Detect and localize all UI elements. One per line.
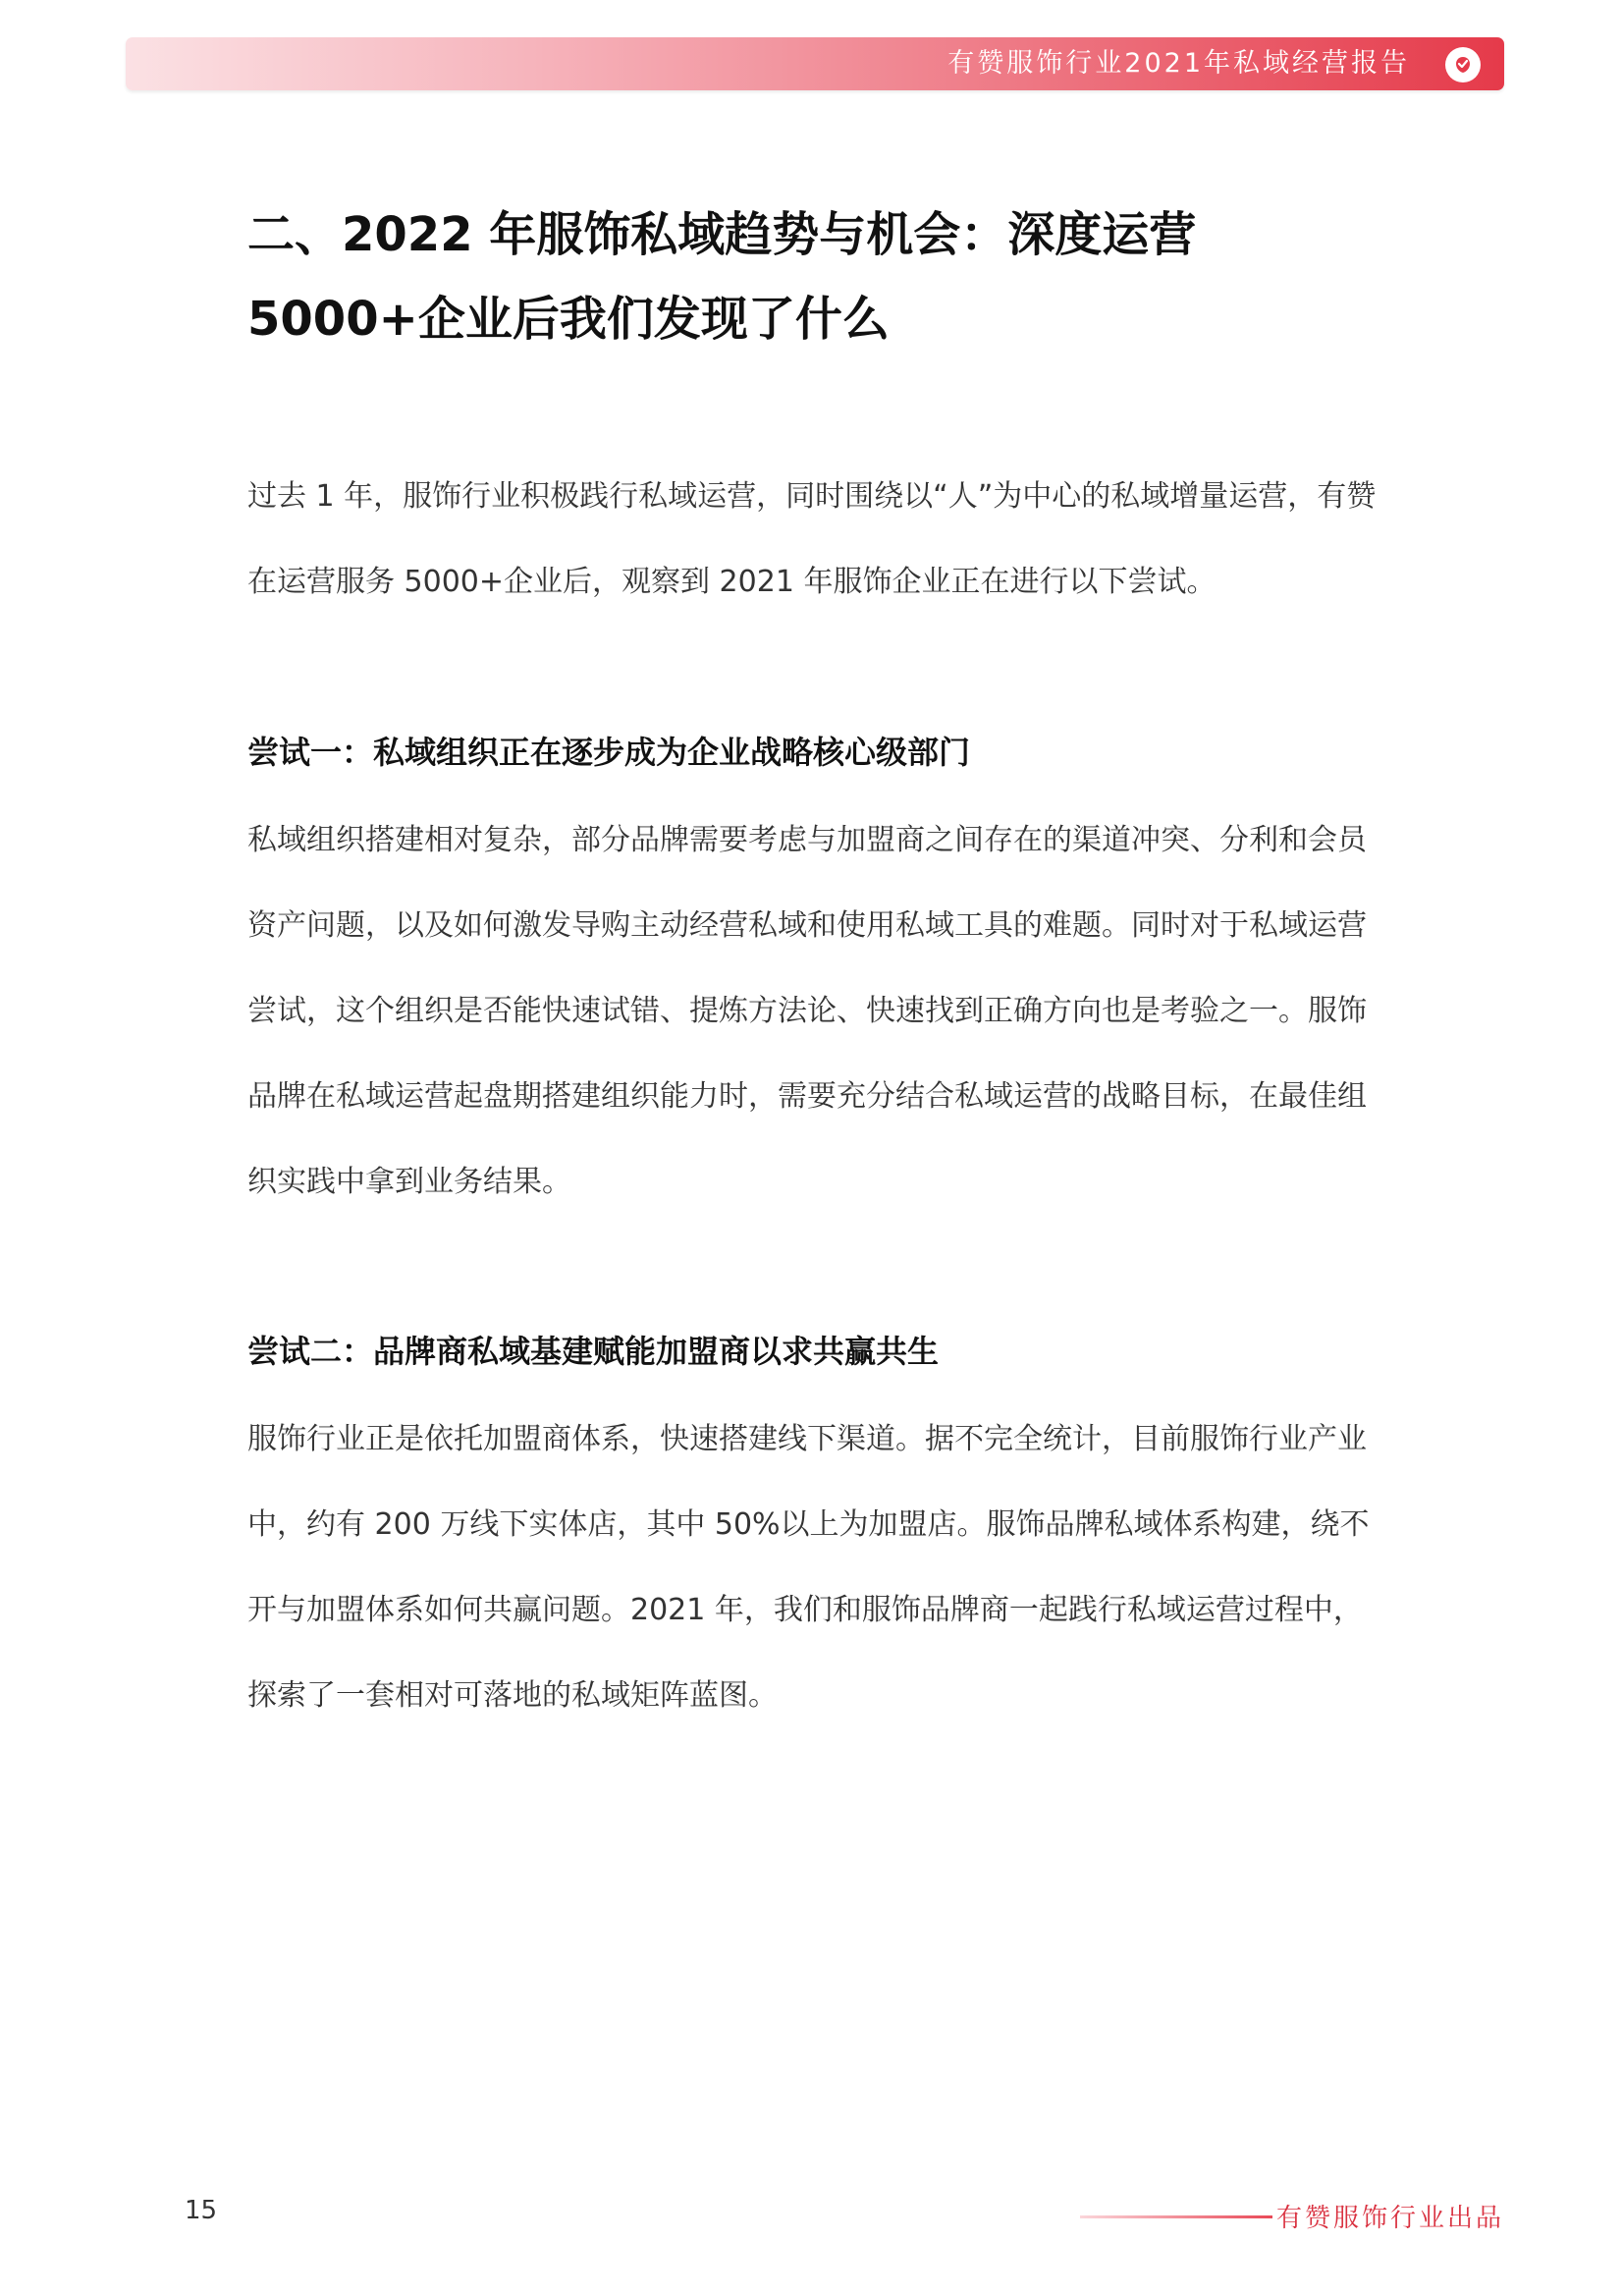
- intro-paragraph: 过去 1 年，服饰行业积极践行私域运营，同时围绕以“人”为中心的私域增量运营，有赞在运营服务 5000+企业后，观察到 2021 年服饰企业正在进行以下尝试。: [247, 479, 1377, 599]
- header-banner: [126, 37, 1504, 90]
- youzan-logo-icon: [1445, 47, 1481, 82]
- page-number: 15: [185, 2196, 218, 2225]
- footer-divider: [1080, 2215, 1272, 2218]
- section-heading: 尝试二：品牌商私域基建赋能加盟商以求共赢共生: [247, 1333, 940, 1370]
- section-body: 私域组织搭建相对复杂，部分品牌需要考虑与加盟商之间存在的渠道冲突、分利和会员资产问题，以及如何激发导购主动经营私域和使用私域工具的难题。同时对于私域运营尝试，这个组织是否能快速试错、提炼方法论、快速找到正确方向也是考验之一。服饰品牌在私域运营起盘期搭建组织能力时，需要充分结合私域运营的战略目标，在最佳组织实践中拿到业务结果。: [247, 823, 1367, 1199]
- page-title: 二、2022 年服饰私域趋势与机会：深度运营 5000+企业后我们发现了什么: [247, 207, 1197, 347]
- section-heading: 尝试一：私域组织正在逐步成为企业战略核心级部门: [247, 734, 971, 771]
- footer-credit: 有赞服饰行业出品: [1275, 2204, 1504, 2233]
- report-title: 有赞服饰行业2021年私域经营报告: [947, 48, 1410, 79]
- section-body: 服饰行业正是依托加盟商体系，快速搭建线下渠道。据不完全统计，目前服饰行业产业中，约有 200 万线下实体店，其中 50%以上为加盟店。服饰品牌私域体系构建，绕不开与加盟体系如何共赢问题。2021 年，我们和服饰品牌商一起践行私域运营过程中，探索了一套相对可落地的私域矩阵蓝图。: [247, 1422, 1370, 1713]
